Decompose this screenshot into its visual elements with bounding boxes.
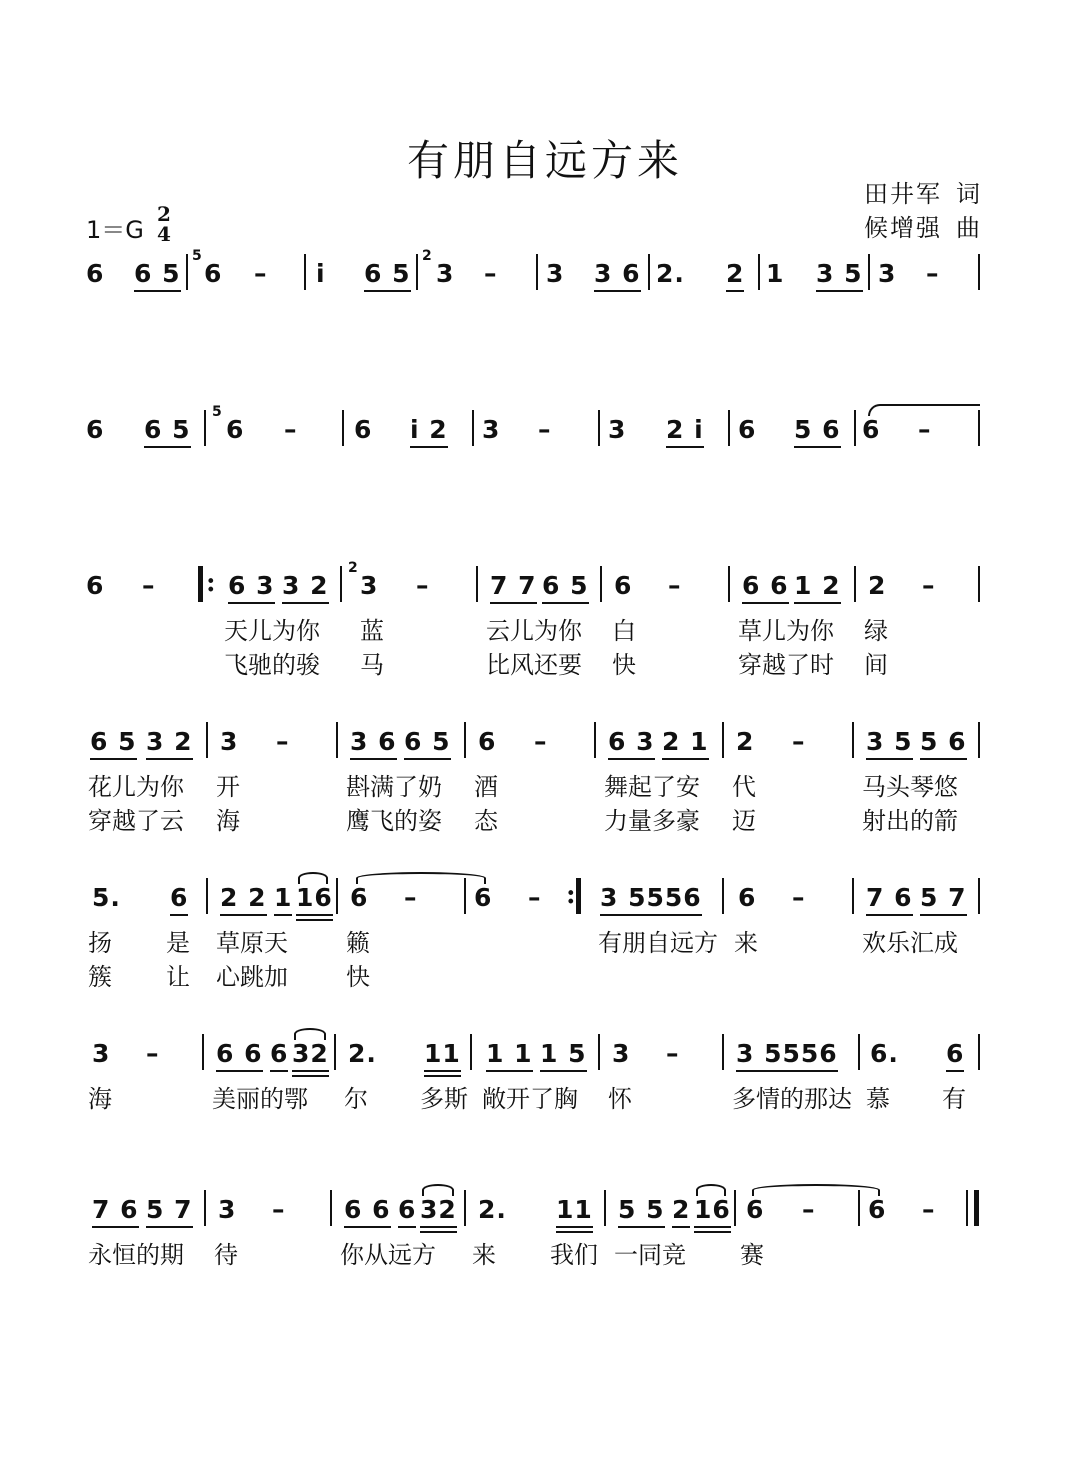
- tie: [752, 1184, 880, 1196]
- barline: [722, 878, 724, 914]
- barline: [854, 566, 856, 602]
- note: 5.: [92, 883, 121, 912]
- note-group: 6 6: [216, 1038, 263, 1072]
- lyric: 草原天: [216, 929, 288, 957]
- note-group: 3 5: [816, 258, 863, 292]
- staff-line-4: [0, 726, 1090, 766]
- key-signature: 1＝G: [86, 216, 144, 244]
- note-group: 7 6: [866, 882, 913, 916]
- note-group: 5 6: [920, 726, 967, 760]
- barline: [536, 254, 538, 290]
- note: 6: [226, 415, 245, 444]
- lyric: 让: [166, 963, 190, 991]
- repeat-end: [566, 878, 584, 914]
- barline: [734, 1190, 736, 1226]
- lyric: 欢乐汇成: [862, 929, 958, 957]
- note-group: 3 5556: [736, 1038, 838, 1072]
- dash: –: [416, 571, 430, 600]
- note: 6: [170, 882, 188, 916]
- note: 2.: [478, 1195, 507, 1224]
- note: 6: [86, 259, 105, 288]
- barline: [416, 254, 418, 290]
- barline: [868, 254, 870, 290]
- note: 6: [614, 571, 633, 600]
- barline: [852, 878, 854, 914]
- barline: [476, 566, 478, 602]
- note: 3: [482, 415, 501, 444]
- barline: [204, 1190, 206, 1226]
- note-group: 6 6: [344, 1194, 391, 1228]
- note-group: 3 2: [146, 726, 193, 760]
- barline: [978, 566, 980, 602]
- note: 3: [608, 415, 627, 444]
- note: 3: [878, 259, 897, 288]
- dash: –: [802, 1195, 816, 1224]
- final-barline: [974, 1190, 979, 1226]
- dash: –: [918, 415, 932, 444]
- barline: [600, 566, 602, 602]
- note: 6: [738, 883, 757, 912]
- composer-role: 曲: [956, 214, 982, 242]
- note-group: 1 1: [486, 1038, 533, 1072]
- staff-line-2: [0, 404, 1090, 454]
- lyric: 间: [864, 651, 888, 679]
- time-signature: [156, 204, 172, 244]
- staff-line-6: [0, 1038, 1090, 1078]
- note: 6: [350, 883, 369, 912]
- dash: –: [668, 571, 682, 600]
- note: 2: [726, 258, 744, 292]
- lyric: 鹰飞的姿: [346, 807, 442, 835]
- lyric: 来: [472, 1241, 496, 1269]
- lyrics-line-5-verse-1: [0, 928, 1090, 958]
- barline: [336, 722, 338, 758]
- lyric: 多情的那达: [732, 1085, 852, 1113]
- note-group: 7 6: [92, 1194, 139, 1228]
- lyric: 一同竞: [614, 1241, 686, 1269]
- lyric: 心跳加: [216, 963, 288, 991]
- barline: [758, 254, 760, 290]
- dash: –: [538, 415, 552, 444]
- lyricist-name: 田井军: [864, 180, 942, 208]
- lyric: 舞起了安: [604, 773, 700, 801]
- lyric: 穿越了云: [88, 807, 184, 835]
- staff-line-3: [0, 560, 1090, 610]
- note-group: 6 5: [364, 258, 411, 292]
- barline: [464, 1190, 466, 1226]
- lyric: 籁: [346, 929, 370, 957]
- barline: [204, 410, 206, 446]
- dash: –: [276, 727, 290, 756]
- song-title: 有朋自远方来: [406, 136, 683, 185]
- note-group: 5 7: [146, 1194, 193, 1228]
- barline: [330, 1190, 332, 1226]
- note: 1: [274, 882, 292, 916]
- note: 3: [360, 571, 379, 600]
- note-group: 1 2: [794, 570, 841, 604]
- note-group: 5 6: [794, 414, 841, 448]
- barline: [206, 722, 208, 758]
- barline: [304, 254, 306, 290]
- note-group: 3 6: [350, 726, 397, 760]
- note: 2.: [348, 1039, 377, 1068]
- note-group: 6 6: [742, 570, 789, 604]
- dash: –: [484, 259, 498, 288]
- lyric: 力量多豪: [604, 807, 700, 835]
- barline: [722, 722, 724, 758]
- barline: [334, 1034, 336, 1070]
- note-group: 3 2: [282, 570, 329, 604]
- note-group: 16: [296, 882, 333, 916]
- barline: [202, 1034, 204, 1070]
- barline: [340, 566, 342, 602]
- lyric: 射出的箭: [862, 807, 958, 835]
- note-group: 2 1: [662, 726, 709, 760]
- note: 6: [86, 571, 105, 600]
- time-signature-top: 2: [157, 202, 171, 226]
- lyrics-line-3-verse-2: [0, 650, 1090, 680]
- barline: [336, 878, 338, 914]
- barline: [206, 878, 208, 914]
- note-group: 6 5: [90, 726, 137, 760]
- lyric: 飞驰的骏: [224, 651, 320, 679]
- note-group: 6 5: [144, 414, 191, 448]
- note: 6: [946, 1038, 964, 1072]
- lyric: 海: [216, 807, 240, 835]
- barline: [978, 254, 980, 290]
- note-group: 2 i: [666, 414, 704, 448]
- lyric: 永恒的期: [88, 1241, 184, 1269]
- lyricist-role: 词: [956, 180, 982, 208]
- note: 6: [478, 727, 497, 756]
- composer-credit: [864, 208, 982, 243]
- dash: –: [534, 727, 548, 756]
- note-group: 6 5: [542, 570, 589, 604]
- note: 2: [672, 1194, 690, 1228]
- barline: [470, 1034, 472, 1070]
- barline: [472, 410, 474, 446]
- dash: –: [922, 1195, 936, 1224]
- lyrics-line-5-verse-2: [0, 962, 1090, 992]
- note: 3: [218, 1195, 237, 1224]
- lyric: 美丽的鄂: [212, 1085, 308, 1113]
- lyric: 斟满了奶: [346, 773, 442, 801]
- barline: [978, 878, 980, 914]
- time-signature-bottom: 4: [157, 222, 171, 246]
- lyric: 敞开了胸: [482, 1085, 578, 1113]
- grace-note: 5: [192, 248, 202, 264]
- note-group: 5 5: [618, 1194, 665, 1228]
- barline: [594, 722, 596, 758]
- note: 6: [204, 259, 223, 288]
- note: 6: [738, 415, 757, 444]
- note-group: 6 3: [608, 726, 655, 760]
- note-group: 3 5556: [600, 882, 702, 916]
- lyric: 草儿为你: [738, 617, 834, 645]
- dash: –: [792, 883, 806, 912]
- lyric: 有: [942, 1085, 966, 1113]
- dash: –: [272, 1195, 286, 1224]
- staff-line-1: [0, 248, 1090, 298]
- lyrics-line-4-verse-1: [0, 772, 1090, 802]
- barline: [852, 722, 854, 758]
- note-group: 6 3: [228, 570, 275, 604]
- note-group: 3 6: [594, 258, 641, 292]
- note-group: 6 5: [134, 258, 181, 292]
- note: 6.: [870, 1039, 899, 1068]
- tie: [356, 872, 486, 884]
- barline: [978, 410, 980, 446]
- barline: [604, 1190, 606, 1226]
- grace-note: 5: [212, 404, 222, 420]
- dash: –: [926, 259, 940, 288]
- lyricist-credit: [864, 174, 982, 209]
- note-group: 2 2: [220, 882, 267, 916]
- lyric: 扬: [88, 929, 112, 957]
- note-group: 7 7: [490, 570, 537, 604]
- barline: [598, 410, 600, 446]
- lyric: 代: [732, 773, 756, 801]
- lyric: 是: [166, 929, 190, 957]
- lyric: 快: [346, 963, 370, 991]
- dash: –: [404, 883, 418, 912]
- note-group: 3 5: [866, 726, 913, 760]
- lyric: 多斯: [420, 1085, 468, 1113]
- note: 2.: [656, 259, 685, 288]
- staff-line-7: [0, 1194, 1090, 1234]
- lyric: 有朋自远方: [598, 929, 718, 957]
- note: 3: [546, 259, 565, 288]
- dash: –: [284, 415, 298, 444]
- barline: [722, 1034, 724, 1070]
- note-group: 5 7: [920, 882, 967, 916]
- note: 6: [746, 1195, 765, 1224]
- staff-line-5: [0, 882, 1090, 922]
- note: 6: [868, 1195, 887, 1224]
- note-group: 11: [556, 1194, 593, 1228]
- note-group: 6 5: [404, 726, 451, 760]
- repeat-start: [198, 566, 210, 602]
- lyric: 来: [734, 929, 758, 957]
- lyric: 我们: [550, 1241, 598, 1269]
- lyric: 白: [612, 617, 636, 645]
- barline: [342, 410, 344, 446]
- lyric: 赛: [740, 1241, 764, 1269]
- lyric: 酒: [474, 773, 498, 801]
- note: 2: [868, 571, 887, 600]
- note-group: 32: [420, 1194, 457, 1228]
- lyrics-line-4-verse-2: [0, 806, 1090, 836]
- lyric: 绿: [864, 617, 888, 645]
- grace-note: 2: [348, 560, 358, 576]
- lyric: 迈: [732, 807, 756, 835]
- barline: [728, 410, 730, 446]
- barline: [978, 1034, 980, 1070]
- barline: [966, 1190, 968, 1226]
- lyric: 快: [612, 651, 636, 679]
- lyric: 马: [360, 651, 384, 679]
- barline: [978, 722, 980, 758]
- lyrics-line-6-verse-1: [0, 1084, 1090, 1114]
- lyric: 慕: [866, 1085, 890, 1113]
- note: 6: [354, 415, 373, 444]
- note: 3: [220, 727, 239, 756]
- dash: –: [666, 1039, 680, 1068]
- barline: [728, 566, 730, 602]
- barline: [598, 1034, 600, 1070]
- lyrics-line-7-verse-1: [0, 1240, 1090, 1270]
- lyric: 蓝: [360, 617, 384, 645]
- note: 3: [436, 259, 455, 288]
- lyric: 态: [474, 807, 498, 835]
- barline: [186, 254, 188, 290]
- dash: –: [792, 727, 806, 756]
- composer-name: 候增强: [864, 214, 942, 242]
- note: 6: [270, 1038, 288, 1072]
- lyric: 海: [88, 1085, 112, 1113]
- lyric: 天儿为你: [224, 617, 320, 645]
- note: 2: [736, 727, 755, 756]
- note: 6: [862, 415, 881, 444]
- note-group: 11: [424, 1038, 461, 1072]
- barline: [464, 878, 466, 914]
- lyrics-line-3-verse-1: [0, 616, 1090, 646]
- dash: –: [528, 883, 542, 912]
- dash: –: [142, 571, 156, 600]
- note: 6: [474, 883, 493, 912]
- barline: [648, 254, 650, 290]
- barline: [854, 410, 856, 446]
- note-group: i 2: [410, 414, 448, 448]
- lyric: 簇: [88, 963, 112, 991]
- note-group: 32: [292, 1038, 329, 1072]
- note-group: 1 5: [540, 1038, 587, 1072]
- lyric: 穿越了时: [738, 651, 834, 679]
- grace-note: 2: [422, 248, 432, 264]
- dash: –: [146, 1039, 160, 1068]
- note: 1: [766, 259, 785, 288]
- note: 3: [92, 1039, 111, 1068]
- note: i: [316, 259, 326, 288]
- lyric: 云儿为你: [486, 617, 582, 645]
- barline: [464, 722, 466, 758]
- barline: [858, 1034, 860, 1070]
- note: 6: [398, 1194, 416, 1228]
- lyric: 开: [216, 773, 240, 801]
- barline: [858, 1190, 860, 1226]
- lyric: 怀: [608, 1085, 632, 1113]
- note-group: 16: [694, 1194, 731, 1228]
- lyric: 花儿为你: [88, 773, 184, 801]
- dash: –: [922, 571, 936, 600]
- lyric: 马头琴悠: [862, 773, 958, 801]
- lyric: 比风还要: [486, 651, 582, 679]
- note: 3: [612, 1039, 631, 1068]
- note: 6: [86, 415, 105, 444]
- lyric: 你从远方: [340, 1241, 436, 1269]
- dash: –: [254, 259, 268, 288]
- lyric: 尔: [344, 1085, 368, 1113]
- lyric: 待: [214, 1241, 238, 1269]
